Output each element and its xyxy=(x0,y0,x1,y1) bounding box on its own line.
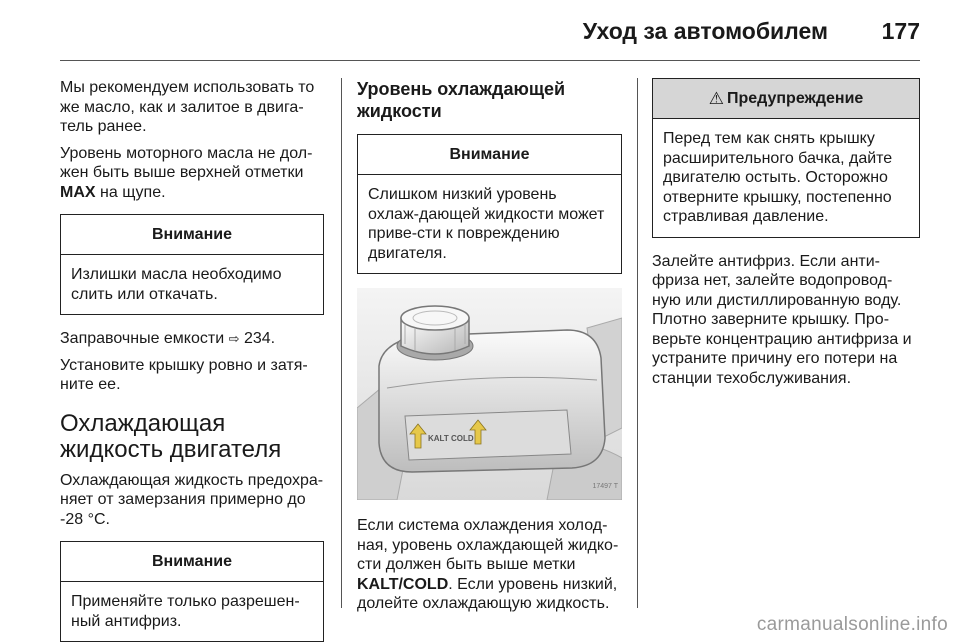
max-label: MAX xyxy=(60,183,96,201)
arrow-reference-icon: ⇨ xyxy=(228,331,240,346)
caution-text: Слишком низкий уровень охлаж-дающей жидкости может приве-сти к повреждению двигателя. xyxy=(368,186,605,262)
paragraph: Залейте антифриз. Если анти-фриза нет, залейте водопровод-ную или дистиллированную воду. Плотно заверните крышку. Про-верьте концентрацию антифриза и устраните причину его потери на станции техобслуживания. xyxy=(652,252,912,387)
coolant-reservoir-figure xyxy=(357,288,622,500)
page-number: 177 xyxy=(881,18,920,44)
column-1 xyxy=(60,78,324,642)
caution-title: Внимание xyxy=(61,542,323,582)
paragraph: Заправочные емкости ⇨ 234. xyxy=(60,330,276,347)
subsection-heading: Уровень охлаждающей жидкости xyxy=(357,79,566,121)
column-3 xyxy=(652,78,920,395)
chapter-title: Уход за автомобилем xyxy=(582,18,828,44)
kalt-cold-figure-label: KALT COLD xyxy=(428,434,474,443)
caution-box xyxy=(357,134,622,274)
watermark: carmanualsonline.info xyxy=(756,614,948,635)
paragraph: Мы рекомендуем использовать то же масло, как и залитое в двига-тель ранее. xyxy=(60,79,315,135)
page-header xyxy=(60,14,920,54)
caution-title: Внимание xyxy=(61,215,323,255)
warning-box xyxy=(652,78,920,238)
column-2 xyxy=(357,78,622,621)
caution-box xyxy=(60,541,324,642)
paragraph: Установите крышку ровно и затя-ните ее. xyxy=(60,356,308,393)
column-divider-1 xyxy=(341,78,342,608)
caution-box xyxy=(60,214,324,315)
page-reference-link[interactable]: 234 xyxy=(243,330,271,347)
caution-title: Внимание xyxy=(358,135,621,175)
column-divider-2 xyxy=(637,78,638,608)
paragraph: Охлаждающая жидкость предохра-няет от замерзания примерно до -28 °C. xyxy=(60,471,324,528)
figure-number: 17497 T xyxy=(592,482,618,490)
warning-title: ⚠ Предупреждение xyxy=(653,79,919,119)
section-heading: Охлаждающая жидкость двигателя xyxy=(60,409,282,463)
coolant-reservoir-illustration xyxy=(357,288,622,500)
header-divider xyxy=(60,60,920,61)
warning-text: Перед тем как снять крышку расширительного бачка, дайте двигателю остыть. Осторожно отверните крышку, постепенно стравливая давление. xyxy=(663,130,893,225)
warning-triangle-icon: ⚠ xyxy=(708,89,724,108)
paragraph: Если система охлаждения холод-ная, уровень охлаждающей жидко-сти должен быть выше метки KALT/COLD. Если уровень низкий, долейте охлаждающую жидкость. xyxy=(357,517,619,612)
caution-text: Излишки масла необходимо слить или откачать. xyxy=(71,266,282,303)
paragraph: Уровень моторного масла не дол-жен быть выше верхней отметки MAX на щупе. xyxy=(60,144,313,201)
caution-text: Применяйте только разрешен-ный антифриз. xyxy=(71,593,300,630)
kalt-cold-label: KALT/COLD xyxy=(357,575,449,593)
